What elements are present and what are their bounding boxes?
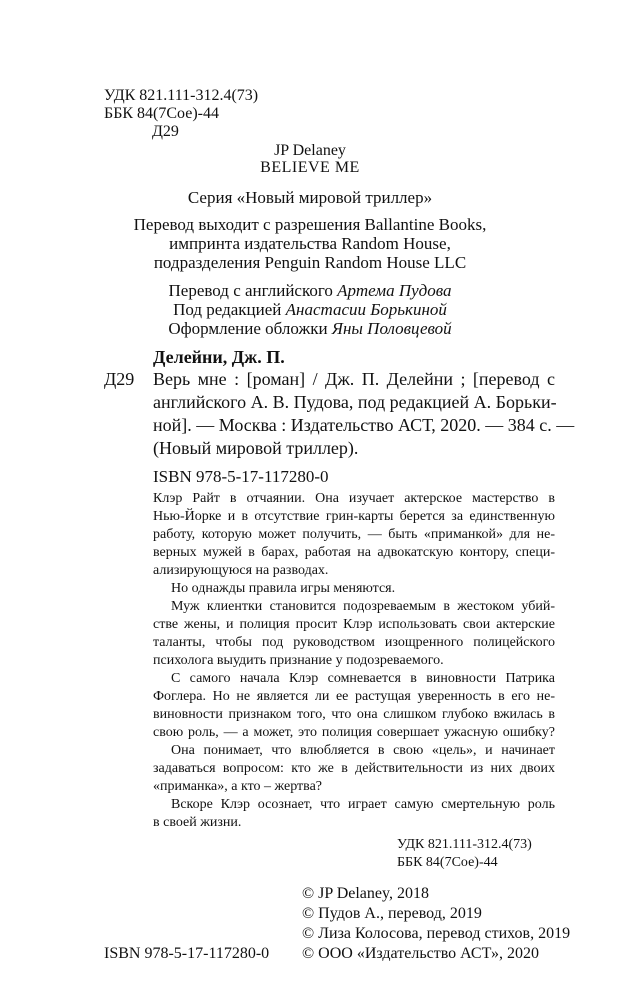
annotation-line-14: свою роль, — а может, это полиция совершает ужасную ошибку? <box>153 725 555 740</box>
cover-designer-name: Яны Половцевой <box>331 319 452 338</box>
bbk-bottom: ББК 84(7Сое)-44 <box>397 855 498 870</box>
original-title: BELIEVE ME <box>260 159 360 176</box>
annotation-line-15: Она понимает, что влюбляется в свою «цель», и начинает <box>171 743 555 758</box>
annotation-line-11: С самого начала Клэр сомневается в виновности Патрика <box>171 671 555 686</box>
annotation-line-6: Но однажды правила игры меняются. <box>171 581 396 596</box>
cover-credit <box>110 317 510 341</box>
catalog-code: Д29 <box>104 369 135 389</box>
copyright-1: © JP Delaney, 2018 <box>302 885 429 902</box>
original-author: JP Delaney <box>274 142 346 159</box>
annotation-line-12: Фоглера. Но не является ли ее растущая уверенность в его не- <box>153 689 555 704</box>
catalog-author: Делейни, Дж. П. <box>153 347 285 367</box>
copyright-3: © Лиза Колосова, перевод стихов, 2019 <box>302 925 571 942</box>
series-name: Серия «Новый мировой триллер» <box>187 188 433 207</box>
cover-label: Оформление обложки <box>168 319 332 338</box>
rights-line-1: Перевод выходит с разрешения Ballantine Books, <box>133 215 487 234</box>
annotation-line-10: психолога выудить признание у подозреваемого. <box>153 653 444 668</box>
isbn-bottom: ISBN 978-5-17-117280-0 <box>104 945 270 962</box>
editor-label: Под редакцией <box>173 300 286 319</box>
editor-name: Анастасии Борькиной <box>285 300 447 319</box>
author-code-top: Д29 <box>152 123 179 140</box>
annotation-line-9: таланты, чтобы под руководством изощренного полицейского <box>153 635 555 650</box>
annotation-line-8: стве жены, и полиция просит Клэр использовать свои актерские <box>153 617 555 632</box>
annotation-line-13: виновности признаком того, что она слишком глубоко вжилась в <box>153 707 555 722</box>
annotation-line-4: верных мужей в барах, работая на адвокатскую контору, специ- <box>153 545 555 560</box>
annotation-line-7: Муж клиентки становится подозреваемым в жестоком убий- <box>171 599 555 614</box>
catalog-line-1: Верь мне : [роман] / Дж. П. Делейни ; [перевод с <box>153 369 555 389</box>
bbk-top: ББК 84(7Сое)-44 <box>104 105 219 122</box>
catalog-isbn: ISBN 978-5-17-117280-0 <box>153 467 329 486</box>
catalog-line-3: ной]. — Москва : Издательство АСТ, 2020. — 384 с. — <box>153 415 575 435</box>
catalog-line-2: английского А. В. Пудова, под редакцией А. Борьки- <box>153 392 557 412</box>
annotation-line-18: Вскоре Клэр осознает, что играет самую смертельную роль <box>171 797 555 812</box>
udk-top: УДК 821.111-312.4(73) <box>104 87 259 104</box>
translation-label: Перевод с английского <box>168 281 338 300</box>
annotation-line-1: Клэр Райт в отчаянии. Она изучает актерское мастерство в <box>153 491 555 506</box>
annotation-line-16: задаваться вопросом: кто же в действительности из них двоих <box>153 761 555 776</box>
translator-name: Артема Пудова <box>337 281 452 300</box>
annotation-line-19: в своей жизни. <box>153 815 242 830</box>
copyright-2: © Пудов А., перевод, 2019 <box>302 905 482 922</box>
annotation-line-5: ализирующуюся на разводах. <box>153 563 329 578</box>
annotation-line-17: «приманка», а кто – жертва? <box>153 779 323 794</box>
annotation-line-3: работу, которую может получить, — быть «приманкой» для не- <box>153 527 555 542</box>
catalog-line-4: (Новый мировой триллер). <box>153 438 359 458</box>
annotation-line-2: Нью-Йорке и в отсутствие грин-карты берется за единственную <box>153 509 555 524</box>
udk-bottom: УДК 821.111-312.4(73) <box>397 837 532 852</box>
rights-line-2: импринта издательства Random House, <box>169 234 451 253</box>
rights-line-3: подразделения Penguin Random House LLC <box>153 253 467 272</box>
copyright-4: © ООО «Издательство АСТ», 2020 <box>302 945 539 962</box>
